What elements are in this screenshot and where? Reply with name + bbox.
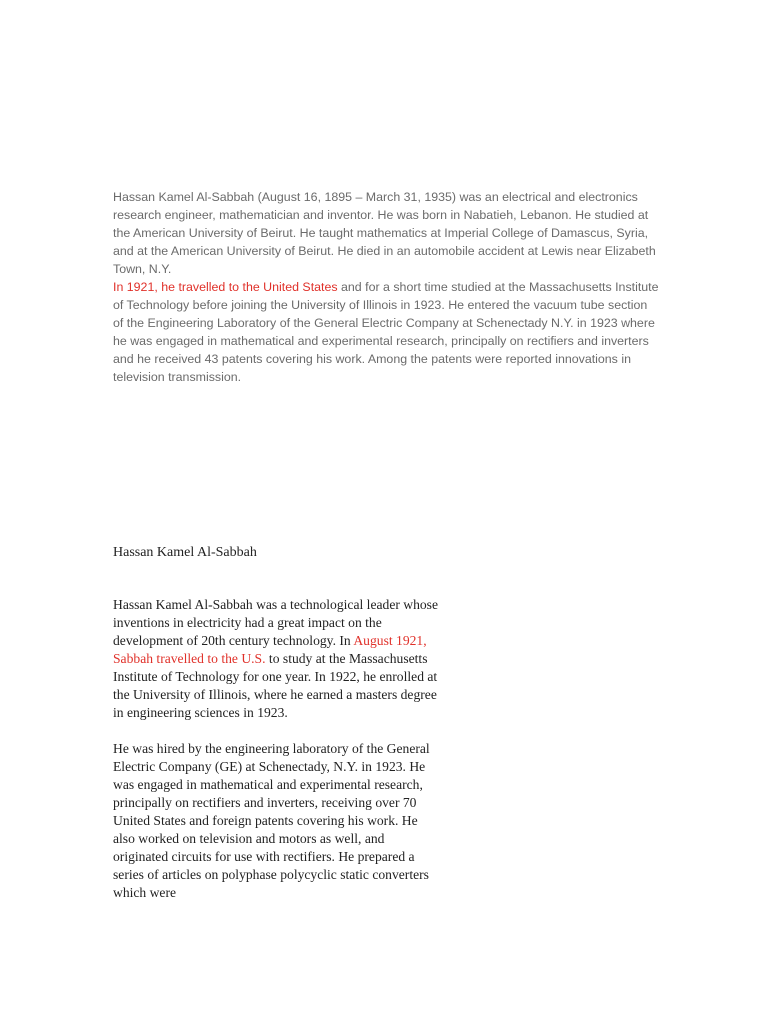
- summary-paragraph-2: [113, 278, 661, 386]
- article-body: [113, 596, 441, 920]
- paragraph-text: and for a short time studied at the Massachusetts Institute of Technology before joining the University of Illinois in 1923. He entered the vacuum tube section of the Engineering Laboratory of the General Electric Company at Schenectady N.Y. in 1923 where he was engaged in mathematical and experimental research, principally on rectifiers and inverters and he received 43 patents covering his work. Among the patents were reported innovations in television transmission.: [113, 280, 659, 384]
- article-title: Hassan Kamel Al-Sabbah: [113, 545, 257, 560]
- summary-paragraph: Hassan Kamel Al-Sabbah (August 16, 1895 – March 31, 1935) was an electrical and electronics research engineer, mathematician and inventor. He was born in Nabatieh, Lebanon. He studied at the American University of Beirut. He taught mathematics at Imperial College of Damascus, Syria, and at the American University of Beirut. He died in an automobile accident at Lewis near Elizabeth Town, N.Y.: [113, 190, 656, 276]
- paragraph-text: to study at the Massachusetts Institute of Technology for one year. In 1922, he enrolled at the University of Illinois, where he earned a masters degree in engineering sciences in 1923.: [113, 651, 438, 720]
- highlighted-text: In 1921, he travelled to the United States: [113, 280, 338, 294]
- summary-section: [113, 188, 661, 386]
- article-paragraph-1: [113, 596, 441, 722]
- highlighted-text: August 1921, Sabbah travelled to the U.S.: [113, 633, 427, 666]
- article-paragraph-2: He was hired by the engineering laboratory of the General Electric Company (GE) at Schenectady, N.Y. in 1923. He was engaged in mathematical and experimental research, principally on rectifiers and inverters, receiving over 70 United States and foreign patents covering his work. He also worked on television and motors as well, and originated circuits for use with rectifiers. He prepared a series of articles on polyphase polycyclic static converters which were: [113, 741, 430, 900]
- paragraph-text: Hassan Kamel Al-Sabbah was a technological leader whose inventions in electricity had a great impact on the development of 20th century technology. In: [113, 597, 439, 648]
